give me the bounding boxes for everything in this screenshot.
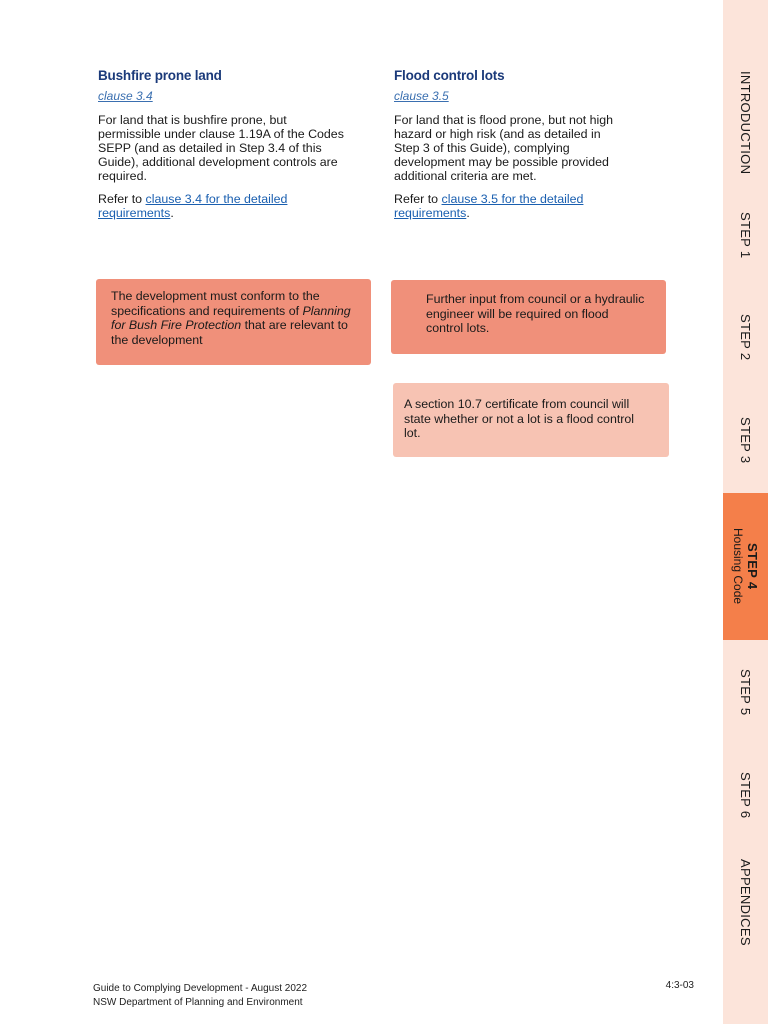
tab-step-4-label: STEP 4	[745, 543, 760, 590]
footer-line-2: NSW Department of Planning and Environment	[93, 997, 303, 1008]
bushfire-body: For land that is bushfire prone, but permissible under clause 1.19A of the Codes SEPP (and as detailed in Step 3.4 of this Guide), additional development controls are required.	[98, 113, 344, 183]
tab-step-1-label: STEP 1	[738, 211, 753, 259]
bushfire-clause-link[interactable]: clause 3.4	[98, 89, 153, 103]
bushfire-note-text	[109, 289, 359, 347]
tab-introduction-label: INTRODUCTION	[738, 70, 753, 175]
certificate-note-text: A section 10.7 certificate from council will state whether or not a lot is a flood control lot.	[404, 397, 635, 440]
bushfire-note-box	[96, 279, 371, 365]
tab-appendices-label: APPENDICES	[738, 859, 753, 946]
tab-step-4-sublabel: Housing Code	[731, 528, 745, 605]
flood-note-box	[391, 280, 666, 354]
tab-step-6[interactable]	[723, 763, 768, 828]
bushfire-note-a: The development must conform to the specifications and requirements of	[111, 289, 320, 318]
flood-body: For land that is flood prone, but not high hazard or high risk (and as detailed in Step 3 of this Guide), complying development may be possible provided additional criteria are met.	[394, 113, 614, 183]
bushfire-refer-link[interactable]: clause 3.4 for the detailed requirements	[98, 192, 288, 220]
bushfire-section	[98, 68, 348, 229]
flood-section	[394, 68, 626, 229]
tab-appendices[interactable]	[723, 850, 768, 955]
bushfire-refer	[98, 192, 348, 220]
flood-note-text: Further input from council or a hydraulic engineer will be required on flood control lots.	[426, 292, 645, 335]
tab-introduction[interactable]	[723, 40, 768, 205]
tab-step-6-label: STEP 6	[738, 772, 753, 819]
bushfire-refer-suffix: .	[170, 206, 174, 220]
flood-heading: Flood control lots	[394, 68, 505, 83]
bushfire-heading: Bushfire prone land	[98, 68, 222, 83]
bushfire-note-italic: Planning for Bush Fire Protection	[111, 303, 351, 332]
section-nav-sidebar	[723, 0, 768, 1024]
certificate-note-box	[393, 383, 669, 457]
bushfire-refer-prefix: Refer to	[98, 192, 146, 206]
page-number: 4:3-03	[665, 980, 694, 991]
tab-step-3-label: STEP 3	[738, 417, 753, 464]
tab-step-2[interactable]	[723, 305, 768, 370]
tab-step-5-label: STEP 5	[738, 669, 753, 716]
tab-step-3[interactable]	[723, 408, 768, 473]
tab-step-2-label: STEP 2	[738, 314, 753, 361]
flood-refer-prefix: Refer to	[394, 192, 442, 206]
footer-line-1: Guide to Complying Development - August 2022	[93, 983, 308, 994]
flood-refer-link[interactable]: clause 3.5 for the detailed requirements	[394, 192, 584, 220]
tab-step-4[interactable]	[723, 493, 768, 640]
flood-clause-link[interactable]: clause 3.5	[394, 89, 449, 103]
flood-refer	[394, 192, 626, 220]
tab-step-4-inner	[731, 528, 760, 604]
tab-step-5[interactable]	[723, 660, 768, 725]
flood-refer-suffix: .	[466, 206, 470, 220]
tab-step-1[interactable]	[723, 205, 768, 265]
bushfire-note-b: that are relevant to the development	[111, 318, 348, 347]
page-footer	[93, 982, 307, 1010]
